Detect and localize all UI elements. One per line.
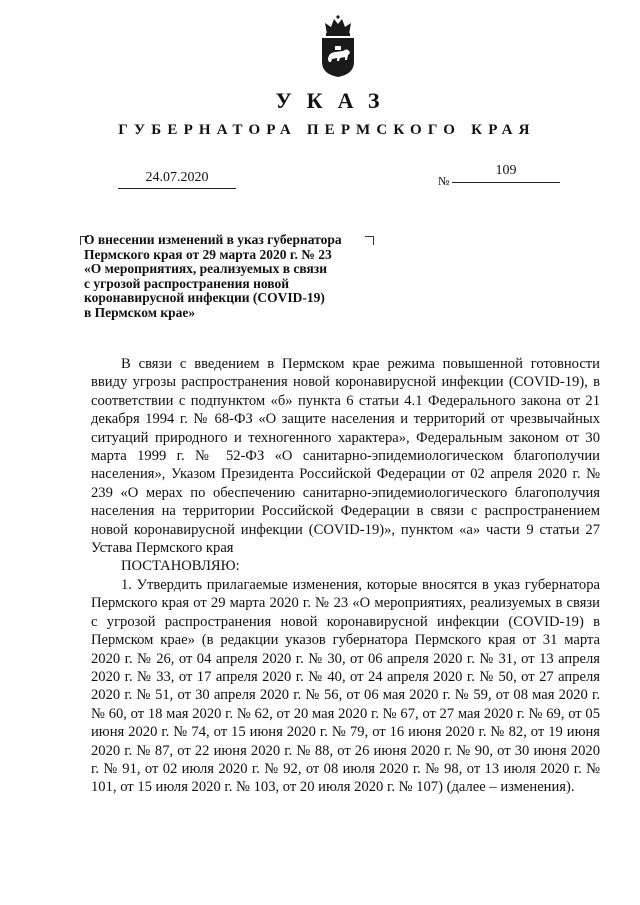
subject-line: Пермского края от 29 марта 2020 г. № 23: [84, 246, 332, 262]
number-label: №: [438, 174, 450, 188]
issuer-title: ГУБЕРНАТОРА ПЕРМСКОГО КРАЯ: [118, 122, 536, 138]
perm-krai-coat-of-arms-icon: [318, 14, 358, 78]
subject-line: с угрозой распространения новой: [84, 275, 290, 291]
subject-line: коронавирусной инфекции (COVID-19): [84, 290, 325, 305]
preamble-paragraph: В связи с введением в Пермском крае режима повышенной готовности ввиду угрозы распространения новой коронавирусной инфекции (COVID-19), в соответствии с подпунктом «б» пункта 6 статьи 4.1 Федерального закона от 21 декабря 1994 г. № 68-ФЗ «О защите населения и территорий от чрезвычайных ситуаций природного и техногенного характера», Федеральным законом от 30 марта 1999 г. № 52-ФЗ «О санитарно-эпидемиологическом благополучии населения», Указом Президента Российской Федерации от 02 апреля 2020 г. № 239 «О мерах по обеспечению санитарно-эпидемиологического благополучия населения на территории Российской Федерации в связи с распространением новой коронавирусной инфекции (COVID-19)», пунктом «а» части 9 статьи 27 Устава Пермского края: [91, 356, 600, 557]
document-type: УКАЗ: [275, 88, 395, 113]
document-date: 24.07.2020: [118, 168, 236, 189]
document-subject: [84, 233, 384, 320]
subject-line: О внесении изменений в указ губернатора: [84, 232, 342, 247]
document-body: [91, 355, 600, 797]
subject-line: «О мероприятиях, реализуемых в связи: [84, 261, 327, 276]
point-1-paragraph: 1. Утвердить прилагаемые изменения, которые вносятся в указ губернатора Пермского края от 29 марта 2020 г. № 23 «О мероприятиях, реализуемых в связи с угрозой распространения новой коронавирусной инфекции (COVID-19) в Пермском крае» (в редакции указов губернатора Пермского края от 31 марта 2020 г. № 26, от 04 апреля 2020 г. № 30, от 06 апреля 2020 г. № 31, от 13 апреля 2020 г. № 33, от 17 апреля 2020 г. № 40, от 24 апреля 2020 г. № 50, от 27 апреля 2020 г. № 51, от 30 апреля 2020 г. № 56, от 06 мая 2020 г. № 59, от 08 мая 2020 г. № 60, от 18 мая 2020 г. № 62, от 20 мая 2020 г. № 67, от 27 мая 2020 г. № 69, от 05 июня 2020 г. № 74, от 15 июня 2020 г. № 79, от 16 июня 2020 г. № 82, от 19 июня 2020 г. № 87, от 22 июня 2020 г. № 88, от 26 июня 2020 г. № 90, от 30 июня 2020 г. № 91, от 02 июля 2020 г. № 92, от 08 июля 2020 г. № 98, от 13 июля 2020 г. № 101, от 15 июля 2020 г. № 103, от 20 июля 2020 г. № 107) (далее – изменения).: [91, 576, 600, 796]
subject-line: в Пермском крае»: [84, 304, 196, 320]
decree-word: ПОСТАНОВЛЯЮ:: [121, 558, 240, 575]
document-number: 109: [452, 160, 560, 183]
